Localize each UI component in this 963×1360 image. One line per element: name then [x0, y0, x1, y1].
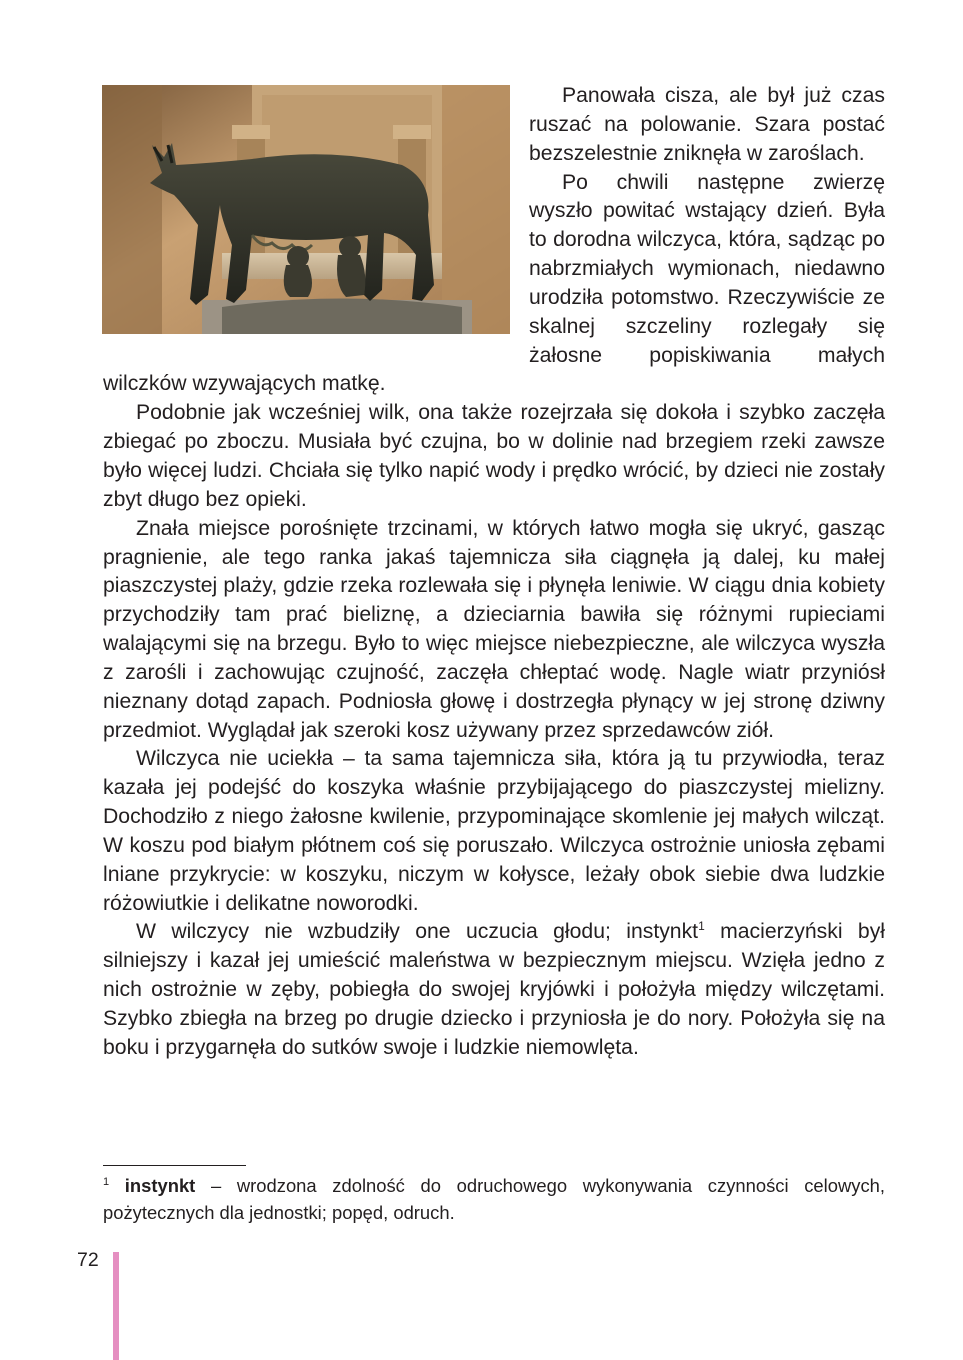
paragraph-5: Wilczyca nie uciekła – ta sama tajemnicza siła, która ją tu przywiodła, teraz kazała jej podejść do koszyka właśnie przybijającego do piaszczystej mielizny. Dochodziło z niego żałosne kwilenie, przypominające skomlenie jej małych wilcząt. W koszu pod białym płótnem coś się poruszało. Wilczyca ostrożnie uniosła zębami lniane przykrycie: w koszyku, niczym w kołysce, leżały obok siebie dwa ludzkie różowiutkie i delikatne noworodki.	[103, 747, 885, 915]
paragraph-2: Po chwili następne zwierzę wyszło powitać wstający dzień. Była to dorodna wilczyca, która, sądząc po nabrzmiałych wymionach, niedawno urodziła potomstwo. Rzeczywiście ze skalnej szczeliny rozlegały się żałosne popiskiwania małych wilczków wzywających matkę.	[103, 170, 885, 396]
paragraph-6-end: macierzyński był silniejszy i kazał jej umieścić maleństwa w bezpiecznym miejscu. Wzięła jedno z nich ostrożnie w zęby, pobiegła do swojej kryjówki i położyła między wilczętami. Szybko zbiegła na brzeg po drugie dziecko i przyniosła je do nory. Położyła się na boku i przygarnęła do sutków swoje i ludzkie niemowlęta.	[103, 920, 885, 1059]
footnote-divider	[103, 1165, 246, 1166]
footnote-definition: – wrodzona zdolność do odruchowego wykonywania czynności celowych, pożytecznych dla jednostki; popęd, odruch.	[103, 1175, 885, 1223]
photo-wrap-space	[103, 82, 529, 363]
story-text	[103, 82, 885, 1063]
paragraph-3: Podobnie jak wcześniej wilk, ona także rozejrzała się dokoła i szybko zaczęła zbiegać po zboczu. Musiała być czujna, bo w dolinie nad brzegiem rzeki zawsze było więcej ludzi. Chciała się tylko napić wody i prędko wrócić, by dzieci nie zostały zbyt długo bez opieki.	[103, 401, 885, 511]
page-number: 72	[77, 1249, 99, 1271]
footnote	[103, 1172, 885, 1226]
paragraph-6-start: W wilczycy nie wzbudziły one uczucia głodu; instynkt	[136, 920, 699, 944]
margin-accent-bar	[113, 1252, 119, 1360]
footnote-term: instynkt	[124, 1175, 196, 1196]
paragraph-1: Panowała cisza, ale był już czas ruszać na polowanie. Szara postać bezszelestnie zniknęła w zaroślach.	[529, 84, 885, 165]
paragraph-6	[103, 918, 885, 1062]
footnote-reference: 1	[698, 919, 705, 934]
footnote-marker: 1	[103, 1175, 110, 1188]
paragraph-4: Znała miejsce porośnięte trzcinami, w których łatwo mogła się ukryć, gasząc pragnienie, ale tego ranka jakaś tajemnicza siła ciągnęła ją dalej, ku małej piaszczystej plaży, gdzie rzeka rozlewała się i płynęła leniwie. W ciągu dnia kobiety przychodziły tam prać bieliznę, a dzieciarnia bawiła się różnymi rupieciami walającymi się na brzegu. Było to więc miejsce niebezpieczne, ale wilczyca wyszła z zarośli i zachowując czujność, zaczęła chłeptać wodę. Nagle wiatr przyniósł nieznany dotąd zapach. Podniosła głowę i dostrzegła płynący w jej stronę dziwny przedmiot. Wyglądał jak szeroki kosz używany przez sprzedawców ziół.	[103, 516, 885, 742]
